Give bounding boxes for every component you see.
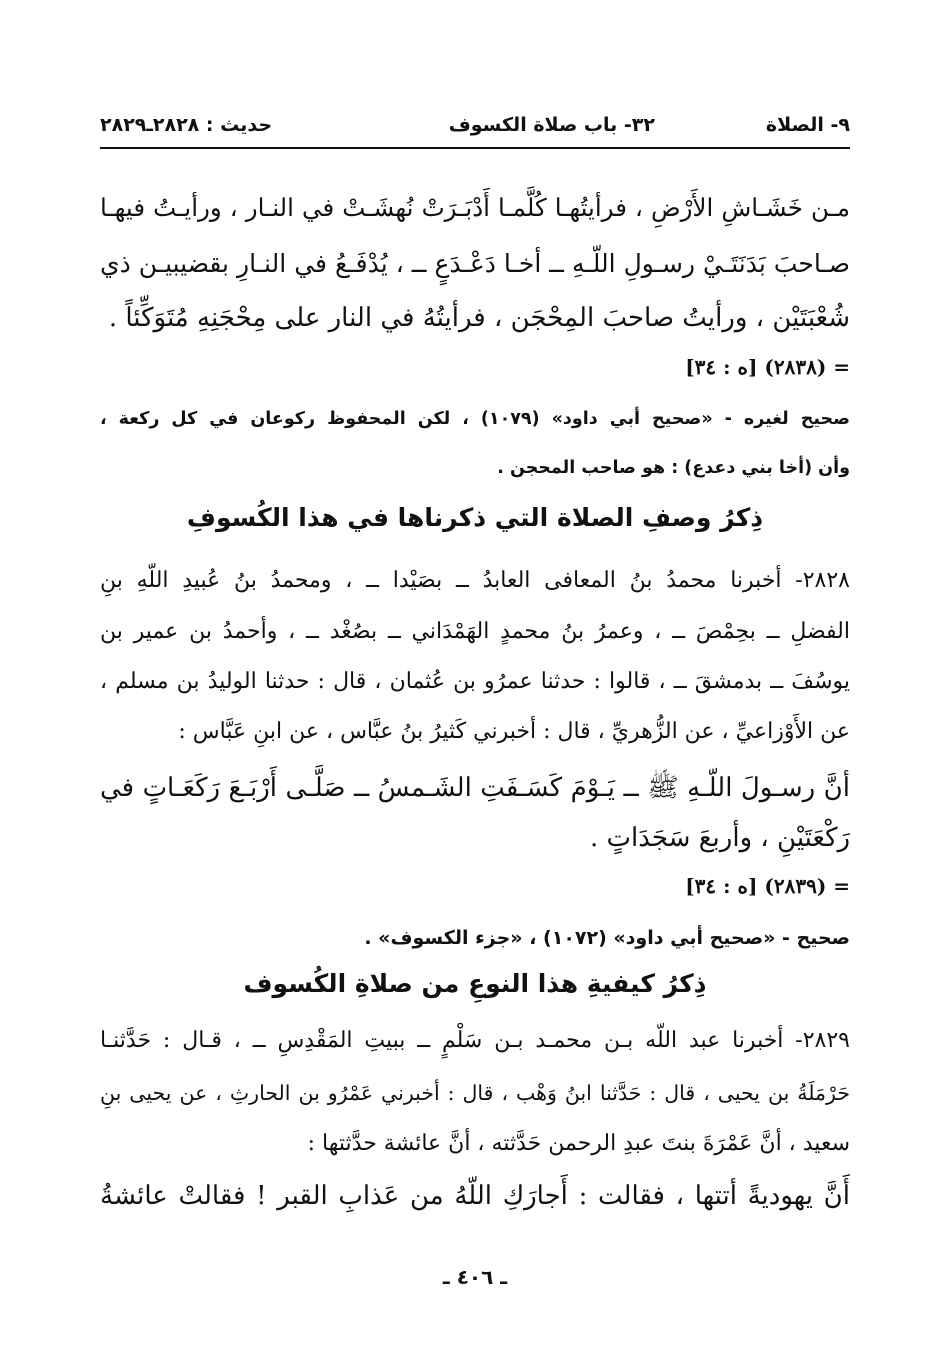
chapter-heading: ذِكرُ وصفِ الصلاة التي ذكرناها في هذا الكُسوفِ bbox=[186, 503, 764, 532]
chapter-title: ٩- الصلاة bbox=[765, 114, 850, 136]
page-number: ـ ٤٠٦ ـ bbox=[442, 1265, 508, 1289]
isnad-line: ٢٨٢٨- أخبرنا محمدُ بنُ المعافى العابدُ ــ بصَيْدا ــ ، ومحمدُ بنُ عُبيدِ اللّهِ بنِ bbox=[100, 568, 850, 593]
matn-line: أنَّ رسـولَ اللّـهِ ﷺ ــ يَـوْمَ كَسَـفَتِ الشَـمسُ ــ صَلَّـى أَرْبَـعَ رَكَعَـاتٍ في bbox=[100, 773, 850, 803]
grading-line: صحيح - «صحيح أبي داود» (١٠٧٢) ، «جزء الكسوف» . bbox=[364, 927, 850, 949]
text-line: مـن خَشَـاشِ الأَرْضِ ، فرأيتُهـا كُلَّمـا أَدْبَـرَتْ نُهشَـتْ في النـار ، ورأيـتُ فيهـا bbox=[100, 193, 850, 222]
isnad-line: حَرْمَلَةُ بن يحيى ، قال : حَدَّثنا ابنُ وَهْب ، قال : أخبرني عَمْرُو بن الحارثِ ، عن يحيى بنِ bbox=[100, 1081, 850, 1105]
text-line: شُعْبَتَيْن ، ورأيتُ صاحبَ المِحْجَن ، فرأيتُهُ في النار على مِحْجَنِهِ مُتَوَكِّئاً . bbox=[108, 303, 850, 333]
matn-line: أَنَّ يهوديةً أتتها ، فقالت : أَجارَكِ اللّهُ من عَذابِ القبر ! فقالتْ عائشةُ bbox=[100, 1181, 851, 1211]
isnad-line: عن الأَوْزاعيِّ ، عن الزُّهريِّ ، قال : أخبرني كَثيرُ بنُ عبَّاس ، عن ابنِ عَبَّاس : bbox=[178, 719, 850, 744]
hadith-reference: = (٢٨٣٨) [ه : ٣٤] bbox=[685, 355, 850, 379]
header-rule bbox=[100, 147, 850, 149]
section-title: ٣٢- باب صلاة الكسوف bbox=[448, 114, 655, 136]
hadith-reference: = (٢٨٣٩) [ه : ٣٤] bbox=[685, 874, 850, 898]
isnad-line: يوسُفَ ــ بدمشقَ ــ ، قالوا : حدثنا عمرُو بن عُثمان ، قال : حدثنا الوليدُ بن مسلم ، bbox=[100, 669, 850, 694]
hadith-range: حديث : ٢٨٢٨ـ٢٨٢٩ bbox=[100, 114, 273, 136]
isnad-line: الفضلِ ــ بحِمْصَ ــ ، وعمرُ بنُ محمدٍ الهَمْدَاني ــ بصُغْد ــ ، وأحمدُ بن عمير بن bbox=[100, 619, 850, 644]
chapter-heading: ذِكرُ كيفيةِ هذا النوعِ من صلاةِ الكُسوف bbox=[243, 969, 707, 998]
grading-line: صحيح لغيره - «صحيح أبي داود» (١٠٧٩) ، لكن المحفوظ ركوعان في كل ركعة ، bbox=[100, 409, 851, 429]
page-header bbox=[100, 108, 850, 142]
matn-line: رَكْعَتَيْنِ ، وأربعَ سَجَدَاتٍ . bbox=[590, 823, 850, 853]
isnad-line: سعيد ، أنَّ عَمْرَةَ بنتَ عبدِ الرحمن حَدَّثته ، أنَّ عائشة حدَّثتها : bbox=[307, 1131, 850, 1156]
grading-line: وأن (أخا بني دعدع) : هو صاحب المحجن . bbox=[497, 458, 850, 478]
text-line: صـاحبَ بَدَنَتَـيْ رسـولِ اللّـهِ ــ أخـا دَعْـدَعٍ ــ ، يُدْفَـعُ في النـارِ بقضيبيـن ذي bbox=[100, 249, 850, 278]
isnad-line: ٢٨٢٩- أخبرنا عبد اللّه بـن محمـد بـن سَلْمٍ ــ ببيتِ المَقْدِسِ ــ ، قـال : حَدَّثنـا bbox=[100, 1028, 850, 1053]
